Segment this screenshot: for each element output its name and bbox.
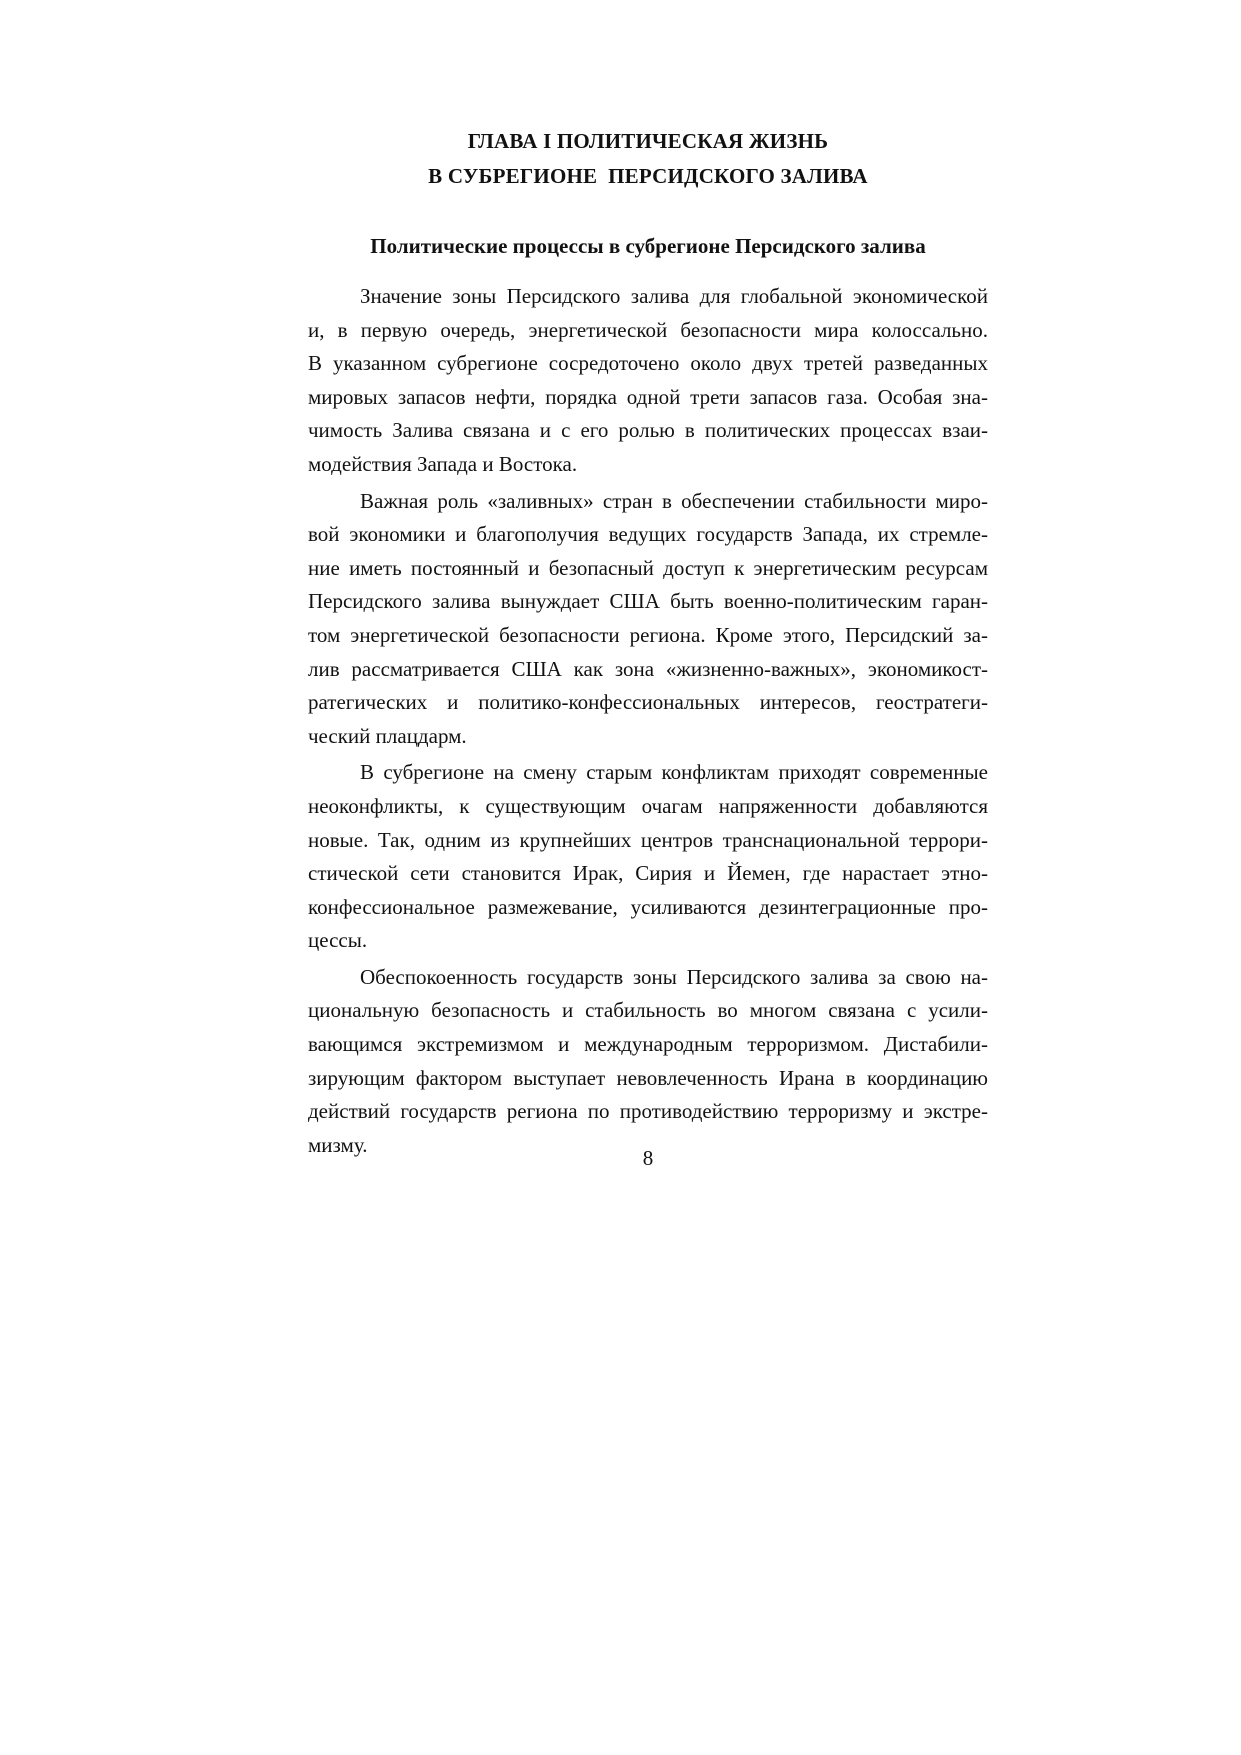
body-text <box>308 280 988 1165</box>
page-number: 8 <box>642 1146 654 1170</box>
paragraph-line: В указанном субрегионе сосредоточено около двух третей разведанных <box>308 351 988 376</box>
paragraph-line: мировых запасов нефти, порядка одной трети запасов газа. Особая зна- <box>308 384 988 409</box>
paragraph-1 <box>308 280 988 482</box>
chapter-title <box>308 124 988 194</box>
section-title: Политические процессы в субрегионе Персидского залива <box>370 234 926 258</box>
paragraph-line: зирующим фактором выступает невовлеченность Ирана в координацию <box>308 1065 988 1090</box>
paragraph-line: чимость Залива связана и с его ролью в политических процессах взаи- <box>308 418 988 443</box>
paragraph-line: циональную безопасность и стабильность во многом связана с усили- <box>308 998 988 1023</box>
paragraph-line: мизму. <box>308 1132 368 1157</box>
paragraph-line: конфессиональное размежевание, усиливаются дезинтеграционные про- <box>308 894 988 919</box>
paragraph-line: вающимся экстремизмом и международным терроризмом. Дистабили- <box>308 1032 988 1057</box>
paragraph-line: лив рассматривается США как зона «жизненно-важных», экономикост- <box>308 656 988 681</box>
paragraph-line: неоконфликты, к существующим очагам напряженности добавляются <box>308 793 988 818</box>
paragraph-3 <box>308 756 988 958</box>
paragraph-line: новые. Так, одним из крупнейших центров транснациональной террори- <box>308 827 988 852</box>
chapter-title-line-1: ГЛАВА I ПОЛИТИЧЕСКАЯ ЖИЗНЬ <box>467 129 829 153</box>
paragraph-2 <box>308 485 988 754</box>
paragraph-line: модействия Запада и Востока. <box>308 451 578 476</box>
paragraph-line: вой экономики и благополучия ведущих государств Запада, их стремле- <box>308 522 988 547</box>
paragraph-line: В субрегионе на смену старым конфликтам приходят современные <box>360 760 988 785</box>
paragraph-line: Обеспокоенность государств зоны Персидского залива за свою на- <box>360 964 988 989</box>
paragraph-line: Значение зоны Персидского залива для глобальной экономической <box>360 284 988 308</box>
paragraph-line: том энергетической безопасности региона. Кроме этого, Персидский за- <box>308 622 988 647</box>
paragraph-line: стической сети становится Ирак, Сирия и Йемен, где нарастает этно- <box>308 861 988 886</box>
paragraph-line: цессы. <box>308 928 368 953</box>
paragraph-4 <box>308 961 988 1163</box>
paragraph-line: ратегических и политико-конфессиональных интересов, геостратеги- <box>308 690 988 715</box>
paragraph-line: ние иметь постоянный и безопасный доступ к энергетическим ресурсам <box>308 555 988 580</box>
paragraph-line: и, в первую очередь, энергетической безопасности мира колоссально. <box>308 317 988 342</box>
paragraph-line: Персидского залива вынуждает США быть военно-политическим гаран- <box>308 589 988 614</box>
chapter-title-line-2: В СУБРЕГИОНЕ ПЕРСИДСКОГО ЗАЛИВА <box>428 164 868 188</box>
paragraph-line: действий государств региона по противодействию терроризму и экстре- <box>308 1099 988 1124</box>
paragraph-line: Важная роль «заливных» стран в обеспечении стабильности миро- <box>360 488 988 513</box>
paragraph-line: ческий плацдарм. <box>308 723 467 748</box>
